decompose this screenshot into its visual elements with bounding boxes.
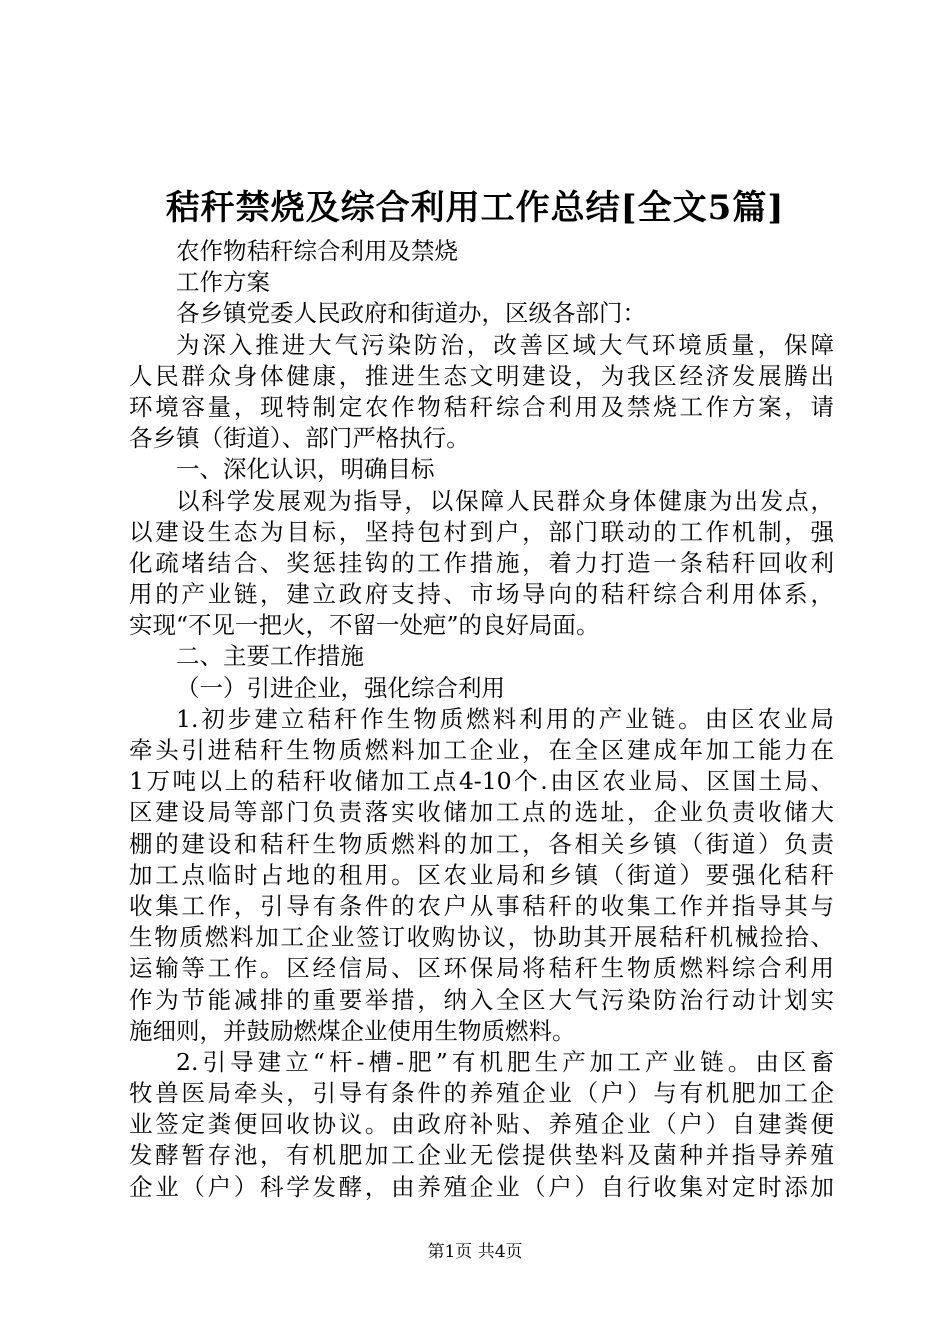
text-line: 各乡镇（街道）、部门严格执行。 [129, 424, 470, 453]
text-line: 实现“不见一把火，不留一处疤”的良好局面。 [129, 611, 600, 640]
text-line: 棚的建设和秸秆生物质燃料的加工，各相关乡镇（街道）负责 [129, 829, 834, 858]
text-line: 为深入推进大气污染防治，改善区域大气环境质量，保障 [176, 330, 834, 359]
text-line: 环境容量，现特制定农作物秸秆综合利用及禁烧工作方案，请 [129, 392, 834, 421]
page-footer: 第1页 共4页 [427, 1242, 523, 1262]
text-line: 施细则，并鼓励燃煤企业使用生物质燃料。 [129, 1016, 576, 1045]
text-line: 用的产业链，建立政府支持、市场导向的秸秆综合利用体系， [129, 580, 834, 609]
text-line: 1万吨以上的秸秆收储加工点4-10个.由区农业局、区国土局、 [129, 767, 834, 796]
text-line: 工作方案 [176, 268, 270, 297]
text-line: 牧兽医局牵头，引导有条件的养殖企业（户）与有机肥加工企 [129, 1079, 834, 1108]
text-line: 一、深化认识，明确目标 [176, 455, 435, 484]
text-line: 以建设生态为目标，坚持包村到户，部门联动的工作机制，强 [129, 517, 834, 546]
text-line: 2.引导建立“杆-槽-肥”有机肥生产加工产业链。由区畜 [176, 1047, 834, 1076]
text-line: （一）引进企业，强化综合利用 [176, 673, 505, 702]
text-line: 1.初步建立秸秆作生物质燃料利用的产业链。由区农业局 [176, 704, 834, 733]
text-line: 以科学发展观为指导，以保障人民群众身体健康为出发点， [176, 486, 834, 515]
text-line: 业签定粪便回收协议。由政府补贴、养殖企业（户）自建粪便 [129, 1110, 834, 1139]
text-line: 企业（户）科学发酵，由养殖企业（户）自行收集对定时添加 [129, 1172, 834, 1201]
text-line: 作为节能减排的重要举措，纳入全区大气污染防治行动计划实 [129, 985, 834, 1014]
text-line: 牵头引进秸秆生物质燃料加工企业，在全区建成年加工能力在 [129, 736, 834, 764]
text-line: 农作物秸秆综合利用及禁烧 [176, 237, 458, 265]
text-line: 区建设局等部门负责落实收储加工点的选址，企业负责收储大 [129, 798, 834, 827]
text-line: 发酵暂存池，有机肥加工企业无偿提供垫料及菌种并指导养殖 [129, 1141, 834, 1170]
text-line: 加工点临时占地的租用。区农业局和乡镇（街道）要强化秸秆 [129, 860, 834, 889]
text-line: 收集工作，引导有条件的农户从事秸秆的收集工作并指导其与 [129, 891, 834, 920]
text-line: 人民群众身体健康，推进生态文明建设，为我区经济发展腾出 [129, 361, 834, 390]
text-line: 各乡镇党委人民政府和街道办，区级各部门： [176, 299, 646, 328]
document-body [129, 236, 834, 1203]
text-line: 二、主要工作措施 [176, 642, 364, 671]
text-line: 化疏堵结合、奖惩挂钩的工作措施，着力打造一条秸秆回收利 [129, 548, 834, 577]
text-line: 生物质燃料加工企业签订收购协议，协助其开展秸秆机械捡拾、 [129, 923, 834, 952]
document-title: 秸秆禁烧及综合利用工作总结[全文5篇] [165, 188, 785, 228]
text-line: 运输等工作。区经信局、区环保局将秸秆生物质燃料综合利用 [129, 954, 834, 983]
